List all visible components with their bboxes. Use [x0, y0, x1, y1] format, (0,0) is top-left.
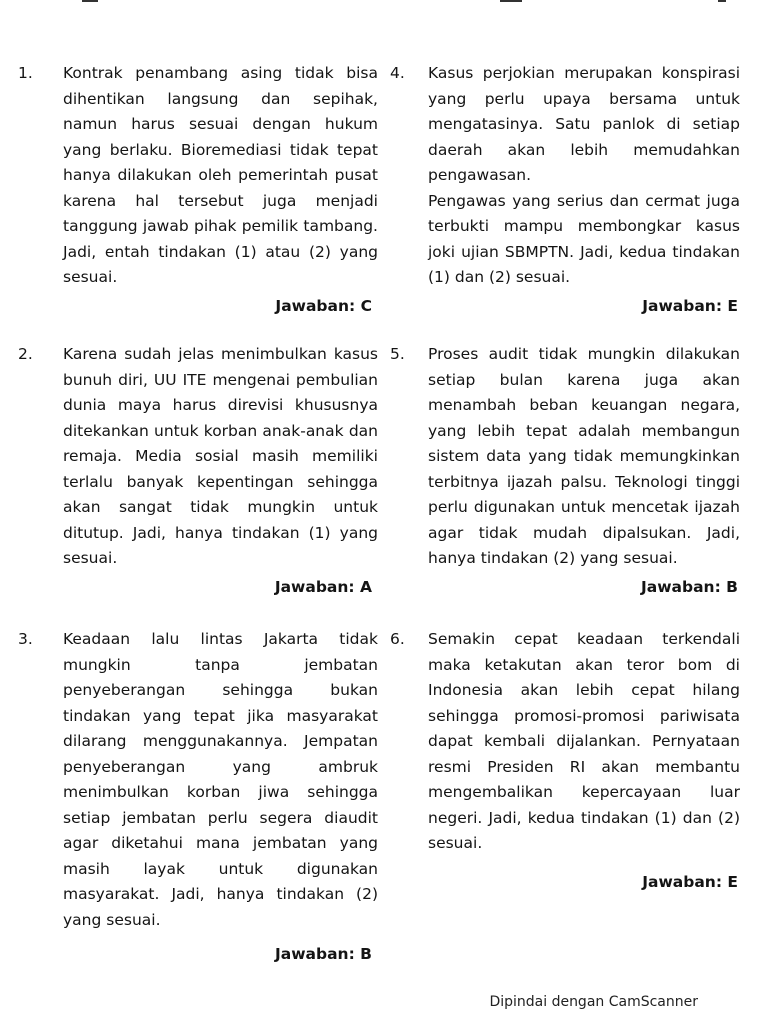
item-explanation-continued: Pengawas yang serius dan cermat juga terbukti mampu membongkar kasus joki ujian SBMPTN. Jadi, kedua tindakan (1) dan (2) sesuai.	[428, 191, 740, 286]
top-scan-mark	[82, 0, 98, 2]
item-explanation: Kasus perjokian merupakan konspirasi yang perlu upaya bersama untuk mengatasinya. Satu panlok di setiap daerah akan lebih memudahkan pengawasan.	[428, 64, 740, 184]
answer-item-6	[390, 627, 740, 893]
item-explanation: Semakin cepat keadaan terkendali maka ketakutan akan teror bom di Indonesia akan lebih cepat hilang sehingga promosi-promosi pariwisata dapat kembali dijalankan. Pernyataan resmi Presiden RI akan membantu mengembalikan kepercayaan luar negeri. Jadi, kedua tindakan (1) dan (2) sesuai.	[428, 630, 740, 852]
item-number: 6.	[390, 630, 405, 648]
item-number: 3.	[18, 630, 33, 648]
answer-label: Jawaban: E	[642, 296, 738, 315]
top-scan-mark	[718, 0, 726, 2]
answer-item-1	[18, 61, 378, 317]
answer-label: Jawaban: C	[275, 296, 372, 315]
answer-label: Jawaban: B	[640, 577, 738, 596]
answer-item-2	[18, 342, 378, 598]
answer-item-3	[18, 627, 378, 965]
left-column	[18, 342, 378, 598]
item-explanation: Keadaan lalu lintas Jakarta tidak mungkin tanpa jembatan penyeberangan sehingga bukan tindakan yang tepat jika masyarakat dilarang menggunakannya. Jempatan penyeberangan yang ambruk menimbulkan korban jiwa sehingga setiap jembatan perlu segera diaudit agar diketahui mana jembatan yang masih layak untuk digunakan masyarakat. Jadi, hanya tindakan (2) yang sesuai.	[63, 630, 378, 929]
answer-item-4	[390, 61, 740, 317]
item-number: 2.	[18, 345, 33, 363]
item-number: 1.	[18, 64, 33, 82]
scanner-watermark: Dipindai dengan CamScanner	[489, 994, 698, 1010]
answer-label: Jawaban: A	[274, 577, 372, 596]
left-column	[18, 61, 378, 317]
item-number: 5.	[390, 345, 405, 363]
item-number: 4.	[390, 64, 405, 82]
right-column	[390, 627, 740, 893]
top-scan-mark	[500, 0, 522, 2]
right-column	[390, 342, 740, 598]
left-column	[18, 627, 378, 965]
item-explanation: Kontrak penambang asing tidak bisa dihentikan langsung dan sepihak, namun harus sesuai dengan hukum yang berlaku. Bioremediasi tidak tepat hanya dilakukan oleh pemerintah pusat karena hal tersebut juga menjadi tanggung jawab pihak pemilik tambang. Jadi, entah tindakan (1) atau (2) yang sesuai.	[63, 64, 378, 286]
answer-label: Jawaban: E	[642, 872, 738, 891]
answer-item-5	[390, 342, 740, 598]
answer-label: Jawaban: B	[274, 945, 372, 963]
item-explanation: Karena sudah jelas menimbulkan kasus bunuh diri, UU ITE mengenai pembulian dunia maya harus direvisi khususnya ditekankan untuk korban anak-anak dan remaja. Media sosial masih memiliki terlalu banyak kepentingan sehingga akan sangat tidak mungkin untuk ditutup. Jadi, hanya tindakan (1) yang sesuai.	[63, 345, 378, 567]
item-explanation: Proses audit tidak mungkin dilakukan setiap bulan karena juga akan menambah beban keuangan negara, yang lebih tepat adalah membangun sistem data yang tidak memungkinkan terbitnya ijazah palsu. Teknologi tinggi perlu digunakan untuk mencetak ijazah agar tidak mudah dipalsukan. Jadi, hanya tindakan (2) yang sesuai.	[428, 345, 740, 567]
right-column	[390, 61, 740, 317]
